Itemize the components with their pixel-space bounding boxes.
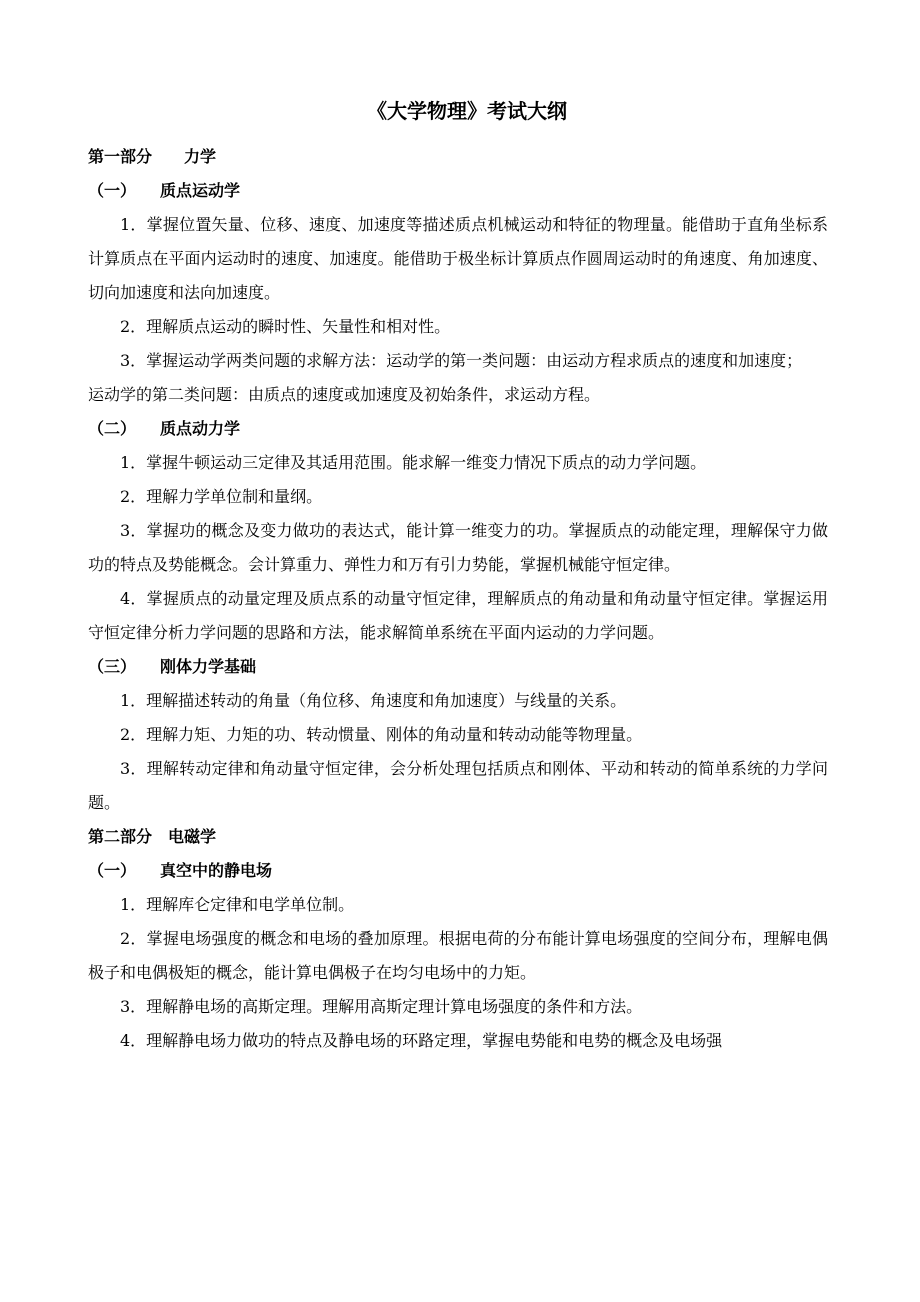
paragraph: 1．掌握牛顿运动三定律及其适用范围。能求解一维变力情况下质点的动力学问题。: [120, 453, 707, 472]
section-number: （一）: [88, 181, 137, 200]
section-heading-rigid-body: [88, 650, 828, 684]
paragraph: 运动学的第二类问题：由质点的速度或加速度及初始条件，求运动方程。: [88, 385, 601, 404]
paragraph: 2．理解力学单位制和量纲。: [120, 487, 323, 506]
section-number: （一）: [88, 861, 137, 880]
paragraph: 2．理解质点运动的瞬时性、矢量性和相对性。: [120, 317, 451, 336]
paragraph: 2．掌握电场强度的概念和电场的叠加原理。根据电荷的分布能计算电场强度的空间分布，理解电偶极子和电偶极矩的概念，能计算电偶极子在均匀电场中的力矩。: [88, 929, 828, 982]
part-heading-mechanics: 第一部分 力学: [88, 147, 217, 166]
section-number: （三）: [88, 657, 137, 676]
paragraph: 1．理解描述转动的角量（角位移、角速度和角加速度）与线量的关系。: [120, 691, 627, 710]
document-page: [88, 96, 828, 1058]
section-number: （二）: [88, 419, 137, 438]
paragraph: 4．理解静电场力做功的特点及静电场的环路定理，掌握电势能和电势的概念及电场强: [120, 1031, 723, 1050]
paragraph: 3．理解静电场的高斯定理。理解用高斯定理计算电场强度的条件和方法。: [120, 997, 643, 1016]
section-name: 真空中的静电场: [160, 861, 273, 880]
section-heading-electrostatics: [88, 854, 828, 888]
paragraph: 3．掌握功的概念及变力做功的表达式，能计算一维变力的功。掌握质点的动能定理，理解保守力做功的特点及势能概念。会计算重力、弹性力和万有引力势能，掌握机械能守恒定律。: [88, 521, 828, 574]
section-name: 质点动力学: [160, 419, 241, 438]
section-name: 质点运动学: [160, 181, 241, 200]
section-name: 刚体力学基础: [160, 657, 257, 676]
section-heading-dynamics: [88, 412, 828, 446]
paragraph: 4．掌握质点的动量定理及质点系的动量守恒定律，理解质点的角动量和角动量守恒定律。掌握运用守恒定律分析力学问题的思路和方法，能求解简单系统在平面内运动的力学问题。: [88, 589, 828, 642]
document-title: 《大学物理》考试大纲: [367, 99, 567, 123]
paragraph: 2．理解力矩、力矩的功、转动惯量、刚体的角动量和转动动能等物理量。: [120, 725, 643, 744]
section-heading-kinematics: [88, 174, 828, 208]
part-heading-electromagnetism: 第二部分 电磁学: [88, 827, 217, 846]
paragraph: 1．理解库仑定律和电学单位制。: [120, 895, 355, 914]
paragraph: 3．掌握运动学两类问题的求解方法：运动学的第一类问题：由运动方程求质点的速度和加速度；: [120, 351, 803, 370]
paragraph: 3．理解转动定律和角动量守恒定律，会分析处理包括质点和刚体、平动和转动的简单系统的力学问题。: [88, 759, 828, 812]
paragraph: 1．掌握位置矢量、位移、速度、加速度等描述质点机械运动和特征的物理量。能借助于直角坐标系计算质点在平面内运动时的速度、加速度。能借助于极坐标计算质点作圆周运动时的角速度、角加速度、切向加速度和法向加速度。: [88, 215, 828, 302]
